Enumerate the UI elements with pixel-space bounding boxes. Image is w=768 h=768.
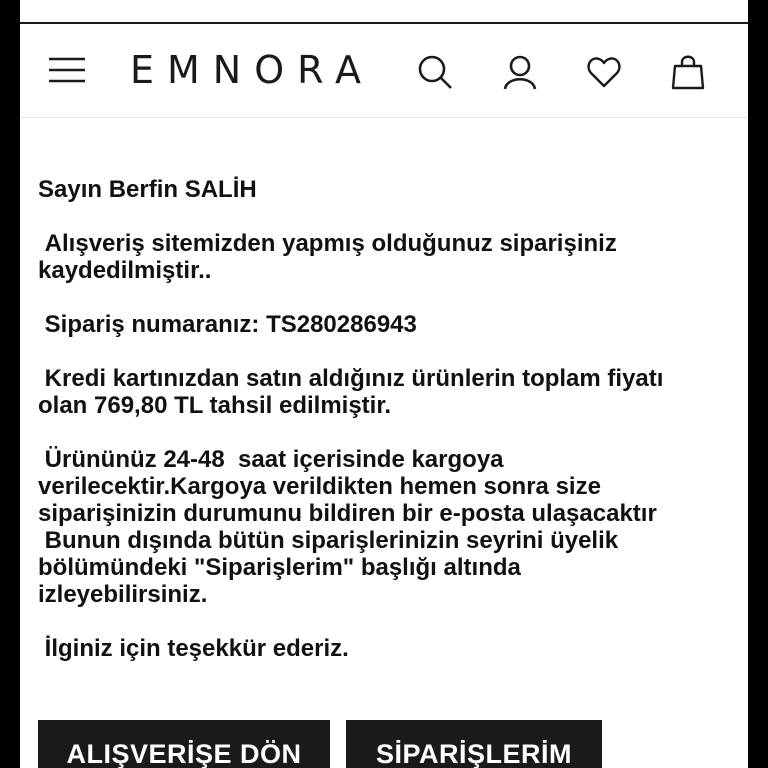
- order-confirmation-message: [38, 176, 738, 662]
- my-orders-button[interactable]: SİPARİŞLERİM: [346, 720, 602, 768]
- page: [20, 0, 748, 768]
- payment-text: Kredi kartınızdan satın aldığınız ürünlerin toplam fiyatı olan 769,80 TL tahsil edilmiştir.: [38, 365, 664, 419]
- order-number-text: Sipariş numaranız: TS280286943: [38, 311, 417, 338]
- search-icon[interactable]: [417, 54, 453, 90]
- brand-logo[interactable]: EMNORA: [130, 48, 374, 92]
- menu-icon[interactable]: [47, 57, 87, 83]
- back-to-shopping-button[interactable]: ALIŞVERİŞE DÖN: [38, 720, 330, 768]
- site-header: [20, 24, 748, 118]
- shopping-bag-icon[interactable]: [670, 54, 706, 90]
- thank-you-text: İlginiz için teşekkür ederiz.: [38, 635, 349, 662]
- user-icon[interactable]: [502, 54, 538, 90]
- shipping-info-text: Ürününüz 24-48 saat içerisinde kargoya verilecektir.Kargoya verildikten hemen sonra size siparişinizin durumunu bildiren bir e-posta ulaşacaktır Bunun dışında bütün siparişlerinizin seyrini üyelik bölümündeki "Siparişlerim" başlığı altında izleyebilirsiniz.: [38, 446, 657, 608]
- greeting: Sayın Berfin SALİH: [38, 176, 257, 203]
- order-saved-text: Alışveriş sitemizden yapmış olduğunuz siparişiniz kaydedilmiştir..: [38, 230, 617, 284]
- heart-icon[interactable]: [586, 54, 622, 90]
